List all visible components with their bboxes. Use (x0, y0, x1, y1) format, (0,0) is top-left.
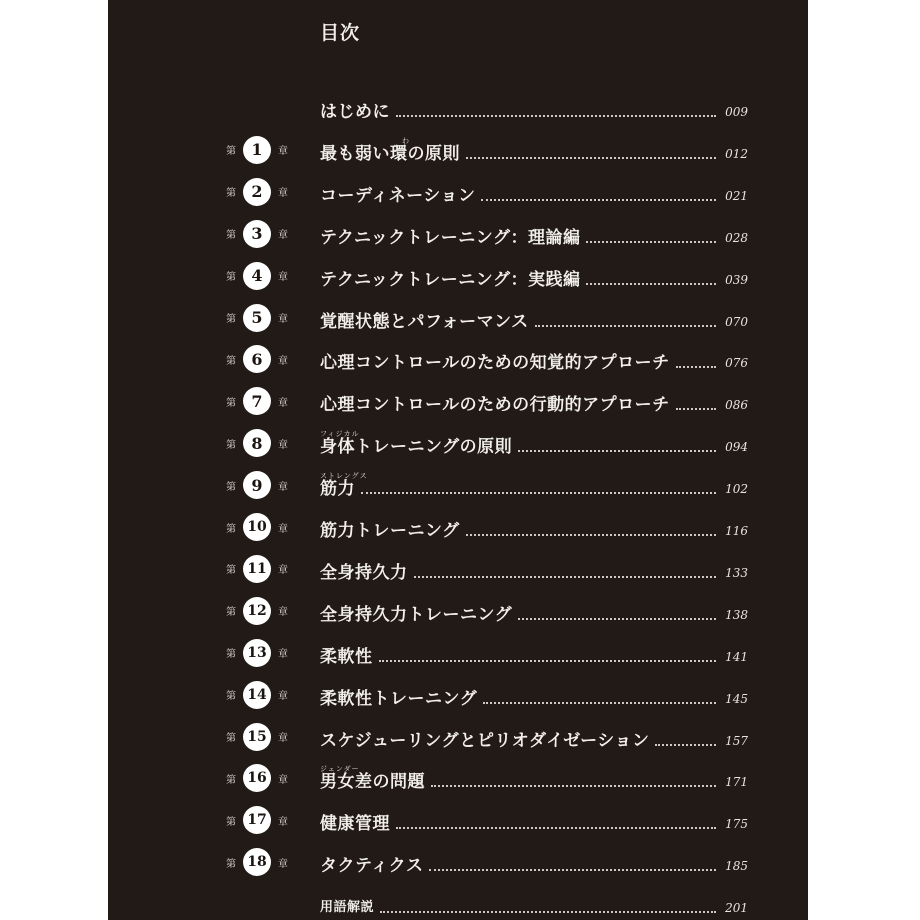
chapter-suffix: 章 (278, 355, 288, 367)
chapter-number-badge: 14 (243, 681, 271, 709)
entry-title: 心理コントロールのための知覚的アプローチ (320, 353, 670, 374)
entry-title: 筋力トレーニング (320, 521, 460, 541)
toc-row-chapter-15 (108, 714, 808, 756)
page-number: 012 (725, 146, 748, 161)
toc-row-chapter-12 (108, 588, 808, 630)
toc-entry[interactable] (320, 211, 748, 253)
chapter-suffix: 章 (278, 691, 288, 703)
toc-row-chapter-14 (108, 672, 808, 714)
chapter-prefix: 第 (226, 188, 236, 200)
entry-title: 全身持久力 (320, 562, 408, 583)
chapter-suffix: 章 (278, 858, 288, 870)
chapter-marker (226, 514, 302, 540)
chapter-prefix: 第 (226, 733, 236, 744)
chapter-number-badge: 7 (243, 387, 271, 415)
chapter-marker (226, 430, 302, 456)
dot-leader (379, 660, 717, 662)
entry-title: タクティクス (320, 856, 424, 877)
toc-heading: 目次 (320, 22, 361, 44)
toc-entry[interactable] (320, 462, 748, 504)
chapter-marker (226, 724, 302, 750)
page-number: 076 (725, 356, 748, 371)
chapter-prefix: 第 (226, 523, 236, 535)
toc-entry[interactable] (320, 839, 748, 881)
entry-title: 健康管理 (320, 814, 390, 835)
chapter-prefix: 第 (226, 858, 236, 870)
chapter-number-badge: 4 (243, 262, 271, 290)
ruby-annotation: ストレングス (320, 472, 368, 481)
chapter-marker (226, 305, 302, 331)
entry-title: 男女差の問題 ジェンダー (320, 772, 425, 792)
page-number: 138 (725, 607, 748, 622)
dot-leader (361, 492, 716, 494)
chapter-marker (226, 807, 302, 833)
toc-row-intro (108, 85, 808, 127)
chapter-number-badge: 10 (243, 513, 271, 541)
chapter-number-badge: 17 (243, 806, 271, 834)
toc-entry[interactable] (320, 672, 748, 714)
chapter-suffix: 章 (278, 188, 288, 200)
chapter-prefix: 第 (226, 565, 236, 577)
page-number: 086 (725, 398, 748, 413)
toc-entry[interactable] (320, 546, 748, 588)
dot-leader (481, 199, 716, 201)
dot-leader (586, 283, 716, 285)
page-number: 021 (725, 188, 748, 203)
toc-entry[interactable] (320, 378, 748, 420)
chapter-number-badge: 3 (243, 220, 271, 248)
chapter-marker (226, 682, 302, 708)
chapter-marker (226, 472, 302, 498)
chapter-prefix: 第 (226, 816, 236, 828)
chapter-marker (226, 346, 302, 372)
dot-leader (380, 911, 716, 913)
toc-page (108, 0, 808, 920)
chapter-marker (226, 221, 302, 247)
page-number: 133 (725, 565, 748, 580)
chapter-suffix: 章 (278, 523, 288, 535)
toc-list (108, 0, 808, 920)
toc-entry[interactable] (320, 169, 748, 211)
chapter-prefix: 第 (226, 397, 236, 409)
chapter-number-badge: 8 (243, 429, 271, 457)
toc-entry[interactable] (320, 253, 748, 295)
chapter-suffix: 章 (278, 230, 288, 242)
toc-entry[interactable] (320, 336, 748, 378)
page-number: 102 (725, 482, 748, 497)
chapter-prefix: 第 (226, 314, 236, 325)
ruby-annotation: ジェンダー (320, 765, 360, 774)
chapter-number-badge: 12 (243, 597, 271, 625)
chapter-number-badge: 15 (243, 723, 271, 751)
dot-leader (431, 785, 716, 787)
chapter-prefix: 第 (226, 607, 236, 619)
entry-title: テクニックトレーニング：理論編 (320, 227, 581, 248)
chapter-number-badge: 11 (243, 555, 271, 583)
chapter-suffix: 章 (278, 439, 288, 451)
chapter-suffix: 章 (278, 649, 288, 661)
entry-title: スケジューリングとピリオダイゼーション (320, 730, 650, 751)
chapter-number-badge: 18 (243, 848, 271, 876)
toc-entry[interactable] (320, 420, 748, 462)
dot-leader (676, 366, 716, 368)
page-number: 070 (725, 314, 748, 329)
ruby-annotation: わ (402, 136, 410, 145)
toc-row-chapter-1 (108, 127, 808, 169)
chapter-marker (226, 137, 302, 163)
dot-leader (518, 618, 716, 620)
chapter-number-badge: 16 (243, 764, 271, 792)
dot-leader (655, 744, 716, 746)
chapter-prefix: 第 (226, 272, 236, 284)
toc-entry[interactable] (320, 504, 748, 546)
entry-title: 覚醒状態とパフォーマンス (320, 311, 529, 332)
toc-entry[interactable] (320, 295, 748, 337)
chapter-prefix: 第 (226, 774, 236, 786)
chapter-number-badge: 13 (243, 639, 271, 667)
entry-title: 用語解説 (320, 900, 375, 916)
chapter-marker (226, 556, 302, 582)
chapter-marker (226, 598, 302, 624)
chapter-prefix: 第 (226, 691, 236, 703)
page-number: 116 (725, 524, 748, 538)
entry-title: 最も弱い環の原則 わ (320, 144, 460, 164)
entry-title: 柔軟性トレーニング (320, 688, 478, 709)
page-number: 175 (725, 817, 748, 832)
chapter-suffix: 章 (278, 146, 288, 158)
toc-entry[interactable] (320, 630, 748, 672)
dot-leader (396, 827, 716, 829)
toc-row-chapter-3 (108, 211, 808, 253)
dot-leader (518, 450, 716, 452)
chapter-suffix: 章 (278, 397, 288, 409)
toc-row-chapter-6 (108, 336, 808, 378)
entry-title: 筋力 ストレングス (320, 479, 355, 499)
dot-leader (429, 869, 716, 871)
chapter-prefix: 第 (226, 649, 236, 661)
page-number: 028 (725, 230, 748, 245)
toc-row-chapter-8 (108, 420, 808, 462)
toc-row-chapter-5 (108, 295, 808, 337)
entry-title: 心理コントロールのための行動的アプローチ (320, 395, 670, 416)
dot-leader (396, 115, 716, 117)
toc-row-chapter-2 (108, 169, 808, 211)
chapter-number-badge: 2 (243, 178, 271, 206)
page-number: 094 (725, 440, 748, 455)
toc-row-chapter-10 (108, 504, 808, 546)
entry-title: テクニックトレーニング：実践編 (320, 269, 581, 290)
dot-leader (414, 576, 717, 578)
chapter-marker (226, 179, 302, 205)
chapter-number-badge: 1 (243, 136, 271, 164)
chapter-suffix: 章 (278, 774, 288, 786)
chapter-suffix: 章 (278, 565, 288, 577)
chapter-marker (226, 388, 302, 414)
page-number: 145 (725, 691, 748, 706)
chapter-prefix: 第 (226, 230, 236, 242)
entry-title: はじめに (320, 102, 390, 122)
page-number: 157 (725, 733, 748, 748)
toc-row-chapter-17 (108, 797, 808, 839)
chapter-prefix: 第 (226, 146, 236, 158)
chapter-prefix: 第 (226, 355, 236, 367)
toc-entry[interactable] (320, 714, 748, 756)
chapter-marker (226, 640, 302, 666)
chapter-number-badge: 5 (243, 304, 271, 332)
chapter-suffix: 章 (278, 816, 288, 828)
page-number: 141 (725, 649, 748, 664)
entry-title: コーディネーション (320, 185, 476, 206)
toc-entry[interactable] (320, 755, 748, 797)
entry-title: 身体トレーニングの原則 フィジカル (320, 437, 512, 457)
chapter-suffix: 章 (278, 481, 288, 493)
chapter-marker (226, 765, 302, 791)
page-number: 201 (725, 901, 748, 916)
toc-entry[interactable] (320, 127, 748, 169)
chapter-marker (226, 263, 302, 289)
chapter-prefix: 第 (226, 481, 236, 493)
chapter-prefix: 第 (226, 439, 236, 451)
toc-row-chapter-9 (108, 462, 808, 504)
chapter-suffix: 章 (278, 272, 288, 284)
dot-leader (676, 408, 716, 410)
page-number: 171 (725, 775, 748, 790)
page-number: 039 (725, 272, 748, 287)
chapter-suffix: 章 (278, 733, 288, 744)
page-number: 009 (725, 105, 748, 119)
toc-row-chapter-18 (108, 839, 808, 881)
chapter-suffix: 章 (278, 314, 288, 325)
chapter-marker (226, 849, 302, 875)
toc-row-chapter-11 (108, 546, 808, 588)
toc-entry[interactable] (320, 881, 748, 920)
toc-row-glossary (108, 881, 808, 920)
dot-leader (483, 702, 716, 704)
chapter-number-badge: 6 (243, 345, 271, 373)
toc-row-chapter-7 (108, 378, 808, 420)
toc-row-chapter-13 (108, 630, 808, 672)
toc-row-chapter-16 (108, 755, 808, 797)
toc-row-chapter-4 (108, 253, 808, 295)
dot-leader (586, 241, 716, 243)
entry-title: 柔軟性 (320, 646, 373, 667)
toc-entry[interactable] (320, 588, 748, 630)
dot-leader (535, 325, 716, 327)
chapter-number-badge: 9 (243, 471, 271, 499)
page-number: 185 (725, 859, 748, 874)
toc-entry[interactable] (320, 797, 748, 839)
dot-leader (466, 534, 716, 536)
chapter-suffix: 章 (278, 607, 288, 619)
entry-title: 全身持久力トレーニング (320, 604, 513, 625)
ruby-annotation: フィジカル (320, 430, 360, 439)
toc-entry[interactable] (320, 85, 748, 127)
dot-leader (466, 157, 716, 159)
